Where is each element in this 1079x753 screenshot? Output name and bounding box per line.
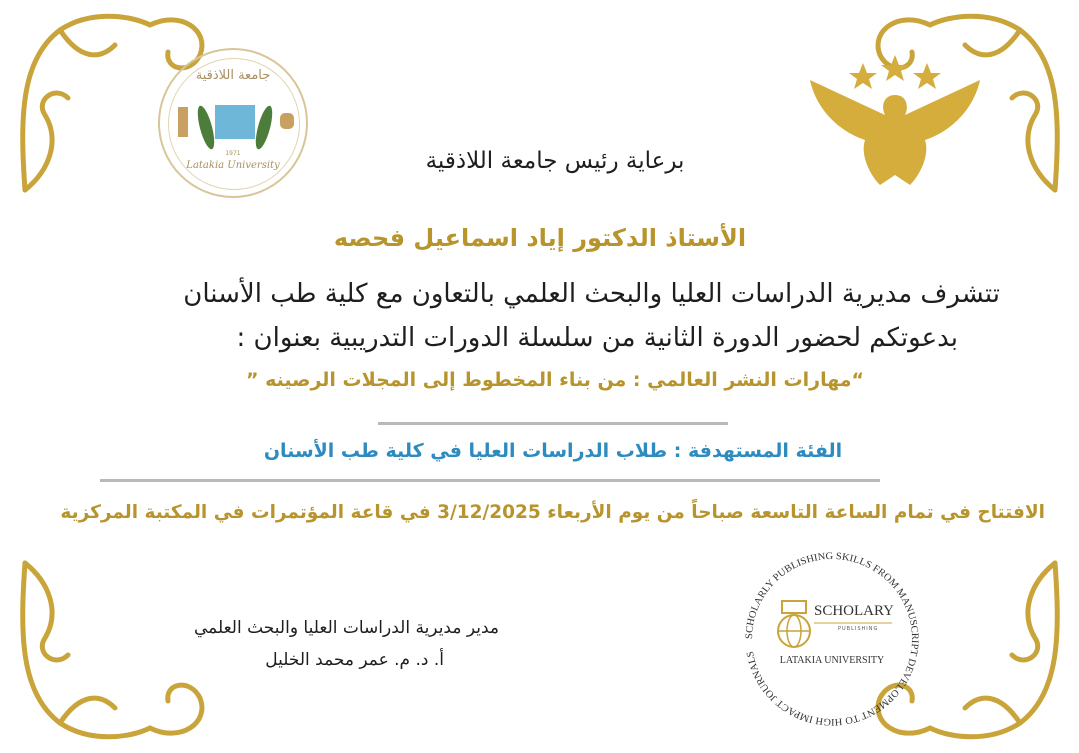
seal-university: LATAKIA UNIVERSITY bbox=[779, 655, 885, 666]
logo-year: 1971 bbox=[225, 150, 241, 157]
president-name: الأستاذ الدكتور إياد اسماعيل فحصه bbox=[333, 224, 747, 252]
divider-long bbox=[100, 479, 880, 482]
body-line-2: بدعوتكم لحضور الدورة الثانية من سلسلة الدورات التدريبية بعنوان : bbox=[236, 323, 958, 353]
course-title: “مهارات النشر العالمي : من بناء المخطوط إلى المجلات الرصينه ” bbox=[245, 369, 865, 391]
patronage-text: برعاية رئيس جامعة اللاذقية bbox=[425, 148, 685, 174]
seal-sub: PUBLISHING bbox=[838, 626, 879, 632]
signature-title: مدير مديرية الدراسات العليا والبحث العلمي bbox=[193, 618, 499, 638]
logo-arabic-text: جامعة اللاذقية bbox=[195, 68, 271, 83]
signature-name: أ. د. م. عمر محمد الخليل bbox=[265, 650, 444, 670]
body-line-1: تتشرف مديرية الدراسات العليا والبحث العلمي بالتعاون مع كلية طب الأسنان bbox=[183, 279, 1000, 309]
svg-text:SCHOLARLY PUBLISHING SKILLS FR bbox=[744, 551, 920, 727]
logo-english-text: Latakia University bbox=[186, 160, 280, 171]
scholary-seal bbox=[742, 549, 922, 729]
eagle-emblem-icon bbox=[895, 125, 896, 126]
university-logo bbox=[158, 48, 308, 198]
corner-ornament-top-left bbox=[0, 0, 1, 1]
divider-short bbox=[378, 422, 728, 425]
opening-info: الافتتاح في تمام الساعة التاسعة صباحاً من يوم الأربعاء 3/12/2025 في قاعة المؤتمرات في المكتبة المركزية bbox=[60, 502, 1045, 523]
seal-ring-text: SCHOLARLY PUBLISHING SKILLS FROM MANUSCRIPT DEVELOPMENT TO HIGH IMPACT JOURNALS bbox=[743, 550, 921, 728]
seal-brand: SCHOLARY bbox=[814, 603, 895, 619]
target-audience: الفئة المستهدفة : طلاب الدراسات العليا في كلية طب الأسنان bbox=[263, 440, 843, 462]
